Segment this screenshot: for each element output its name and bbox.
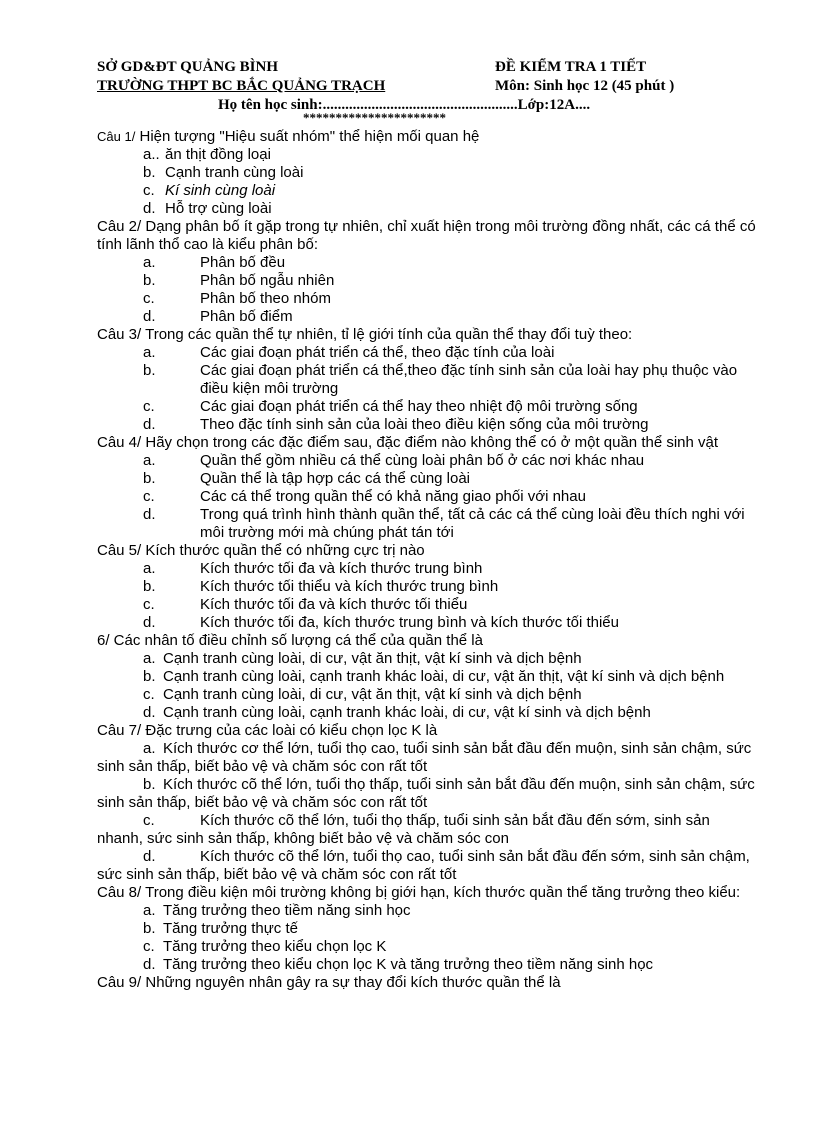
question-6: 6/ Các nhân tố điều chỉnh số lượng cá thể của quần thể là — [97, 632, 483, 649]
school-name: TRƯỜNG THPT BC BẮC QUẢNG TRẠCH — [97, 78, 386, 94]
q3-option-a: a. Các giai đoạn phát triển cá thể, theo đặc tính của loài — [143, 344, 555, 361]
q6-option-d: d. Cạnh tranh cùng loài, cạnh tranh khác loài, di cư, vật kí sinh và dịch bệnh — [143, 704, 651, 721]
q2-option-b: b. Phân bố ngẫu nhiên — [143, 272, 335, 289]
q4-option-d: d. Trong quá trình hình thành quần thể, tất cả các cá thể cùng loài đều thích nghi với môi trường mới mà chúng phát tán tới — [143, 506, 745, 541]
department-name: SỞ GD&ĐT QUẢNG BÌNH — [97, 59, 278, 75]
q6-option-b: b. Cạnh tranh cùng loài, cạnh tranh khác loài, di cư, vật ăn thịt, vật kí sinh và dịch bệnh — [143, 668, 725, 685]
q1-option-d: d. Hỗ trợ cùng loài — [143, 200, 272, 217]
q7-option-a: a. Kích thước cơ thể lớn, tuổi thọ cao, tuổi sinh sản bắt đầu đến muộn, sinh sản chậm, sức sinh sản thấp, biết bảo vệ và chăm sóc con rất tốt — [97, 740, 752, 775]
question-2: Câu 2/ Dạng phân bố ít gặp trong tự nhiên, chỉ xuất hiện trong môi trường đồng nhất, các cá thể có tính lãnh thổ cao là kiểu phân bố: — [97, 218, 756, 253]
q1-option-a: a.. ăn thịt đồng loại — [143, 146, 271, 163]
q8-option-a: a. Tăng trưởng theo tiềm năng sinh học — [143, 902, 411, 919]
q7-option-b: b. Kích thước cõ thể lớn, tuổi thọ thấp, tuổi sinh sản bắt đầu đến muộn, sinh sản chậm, sức sinh sản thấp, biết bảo vệ và chăm sóc con rất tốt — [97, 776, 755, 811]
question-5: Câu 5/ Kích thước quần thể có những cực trị nào — [97, 542, 425, 559]
question-1 — [97, 128, 757, 146]
question-8: Câu 8/ Trong điều kiện môi trường không bị giới hạn, kích thước quần thể tăng trưởng theo kiểu: — [97, 884, 741, 901]
q3-option-c: c. Các giai đoạn phát triển cá thể hay theo nhiệt độ môi trường sống — [143, 398, 638, 415]
q5-option-c: c. Kích thước tối đa và kích thước tối thiểu — [143, 596, 468, 613]
exam-title: ĐỀ KIỂM TRA 1 TIẾT — [495, 59, 647, 75]
question-4: Câu 4/ Hãy chọn trong các đặc điểm sau, đặc điểm nào không thể có ở một quần thể sinh vật — [97, 434, 719, 451]
separator-stars: ********************** — [303, 110, 446, 125]
q4-option-a: a. Quần thể gồm nhiều cá thể cùng loài phân bố ở các nơi khác nhau — [143, 452, 645, 469]
question-9: Câu 9/ Những nguyên nhân gây ra sự thay đổi kích thước quần thể là — [97, 974, 561, 991]
q2-option-a: a. Phân bố đều — [143, 254, 286, 271]
question-1-number: Câu 1/ — [97, 129, 136, 144]
q8-option-c: c. Tăng trưởng theo kiểu chọn lọc K — [143, 938, 387, 955]
question-7: Câu 7/ Đặc trưng của các loài có kiểu chọn lọc K là — [97, 722, 438, 739]
q6-option-c: c. Cạnh tranh cùng loài, di cư, vật ăn thịt, vật kí sinh và dịch bệnh — [143, 686, 582, 703]
question-1-text: Hiện tượng "Hiệu suất nhóm" thể hiện mối quan hệ — [135, 128, 480, 145]
q8-option-b: b. Tăng trưởng thực tế — [143, 920, 298, 937]
q4-option-b: b. Quần thể là tập hợp các cá thể cùng loài — [143, 470, 471, 487]
q4-option-c: c. Các cá thể trong quần thể có khả năng giao phối với nhau — [143, 488, 586, 505]
q5-option-a: a. Kích thước tối đa và kích thước trung bình — [143, 560, 483, 577]
question-3: Câu 3/ Trong các quần thể tự nhiên, tỉ lệ giới tính của quần thể thay đổi tuỳ theo: — [97, 326, 633, 343]
q5-option-d: d. Kích thước tối đa, kích thước trung bình và kích thước tối thiểu — [143, 614, 619, 631]
q8-option-d: d. Tăng trưởng theo kiểu chọn lọc K và tăng trưởng theo tiềm năng sinh học — [143, 956, 654, 973]
question-list — [97, 128, 757, 992]
q7-option-c: c. Kích thước cõ thể lớn, tuổi thọ thấp, tuổi sinh sản bắt đầu đến sớm, sinh sản nhanh, sức sinh sản thấp, không biết bảo vệ và chăm sóc con — [97, 812, 710, 847]
q3-option-d: d. Theo đặc tính sinh sản của loài theo điều kiện sống của môi trường — [143, 416, 649, 433]
q3-option-b: b. Các giai đoạn phát triển cá thể,theo đặc tính sinh sản của loài hay phụ thuộc vào điều kiện môi trường — [143, 362, 738, 397]
student-info-line: Họ tên học sinh:....................................................Lớp:12A.... — [218, 97, 591, 113]
q7-option-d: d. Kích thước cõ thể lớn, tuổi thọ cao, tuổi sinh sản bắt đầu đến sớm, sinh sản chậm, sức sinh sản thấp, biết bảo vệ và chăm sóc con rất tốt — [97, 848, 750, 883]
q2-option-d: d. Phân bố điểm — [143, 308, 293, 325]
q1-option-b: b. Cạnh tranh cùng loài — [143, 164, 304, 181]
q2-option-c: c. Phân bố theo nhóm — [143, 290, 331, 307]
subject-line: Môn: Sinh học 12 (45 phút ) — [495, 78, 675, 94]
q6-option-a: a. Cạnh tranh cùng loài, di cư, vật ăn thịt, vật kí sinh và dịch bệnh — [143, 650, 582, 667]
q5-option-b: b. Kích thước tối thiểu và kích thước trung bình — [143, 578, 499, 595]
q1-option-c: c. Kí sinh cùng loài — [143, 182, 276, 199]
